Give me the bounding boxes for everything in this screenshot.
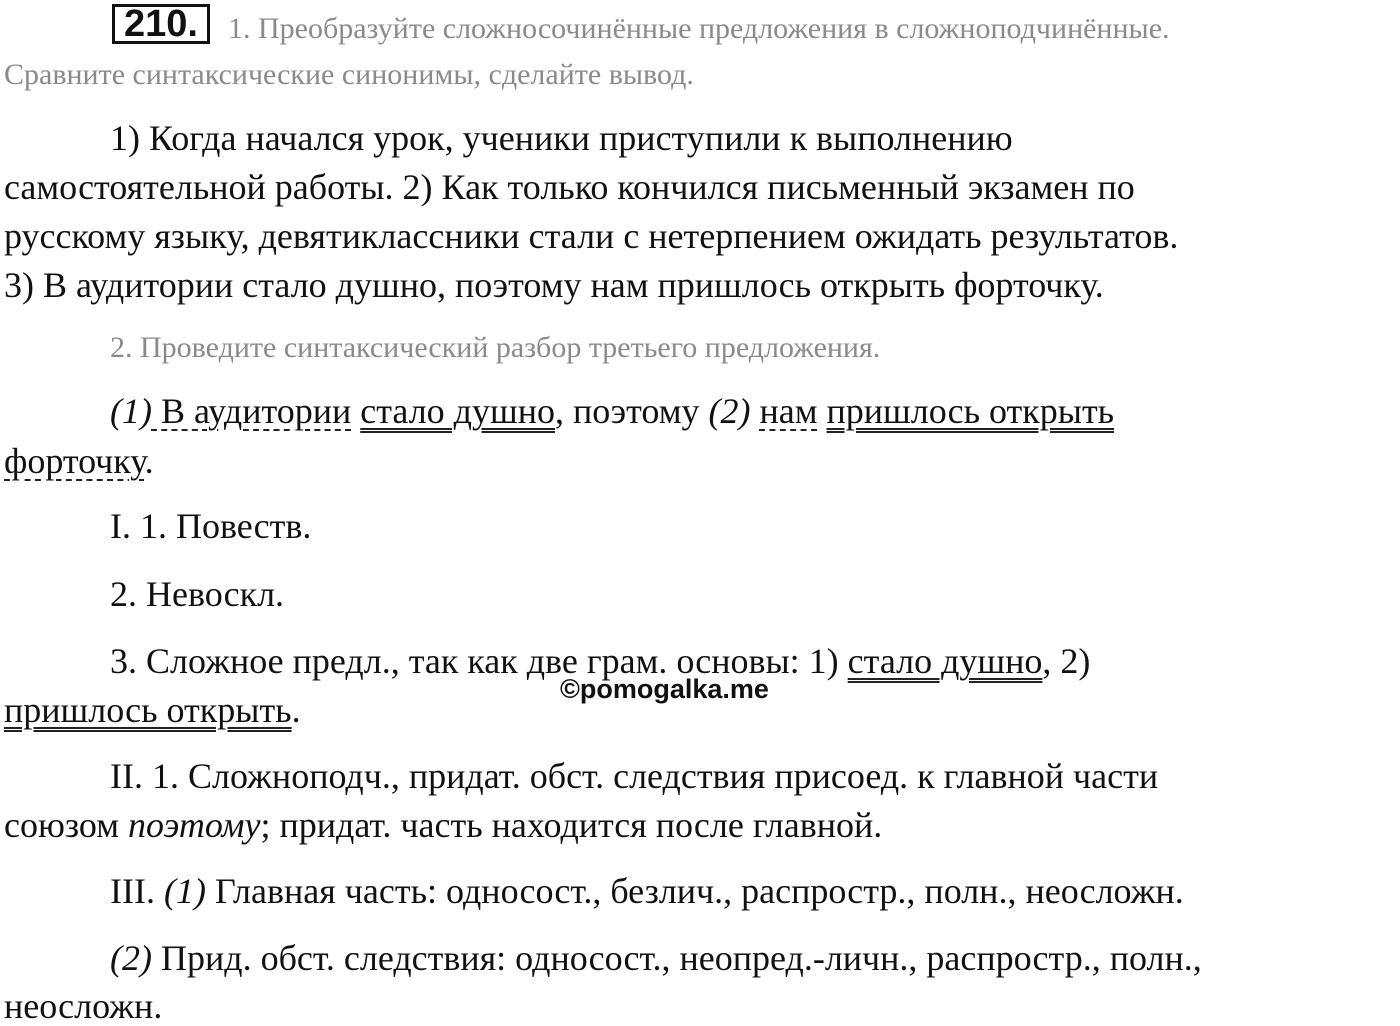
predicate-2: пришлось открыть — [826, 391, 1115, 431]
addressee-word: нам — [759, 391, 818, 431]
analysis-i-3-line-2 — [4, 692, 301, 728]
answer-line-2: самостоятельной работы. 2) Как только кончился письменный экзамен по — [4, 167, 1135, 207]
predicate-1: стало душно — [360, 391, 555, 431]
analysis-ii-text-2: ; придат. часть находится после главной. — [260, 805, 883, 845]
object-word: форточку — [4, 441, 145, 481]
analysis-ii-line-1: II. 1. Сложноподч., придат. обст. следствия присоед. к главной части — [110, 756, 1159, 796]
analysis-i-3-sep: , 2) — [1042, 641, 1091, 681]
task-1-line-2: Сравните синтаксические синонимы, сделайте вывод. — [4, 58, 694, 91]
analysis-iii-label: III. — [110, 871, 164, 911]
grammar-base-2: пришлось открыть — [4, 690, 292, 730]
analysis-iv-text: Прид. обст. следствия: односост., неопред.-личн., распростр., полн., — [151, 938, 1202, 978]
part-marker-1: (1) — [110, 391, 152, 431]
part-marker-2: (2) — [708, 391, 751, 431]
task-1-line-1: 1. Преобразуйте сложносочинённые предложения в сложноподчинённые. — [228, 12, 1170, 45]
conjunction-text: , поэтому — [554, 391, 709, 431]
conjunction-word: поэтому — [127, 805, 261, 845]
analysis-iii-marker: (1) — [163, 871, 206, 911]
parse-line-1 — [110, 393, 1114, 429]
analysis-iii — [110, 873, 1184, 909]
analysis-i-2: 2. Невоскл. — [110, 574, 285, 614]
watermark: ©pomogalka.me — [560, 674, 769, 704]
circumstance-phrase: В аудитории — [151, 391, 352, 431]
analysis-i-3-end: . — [291, 690, 301, 730]
answer-line-4: 3) В аудитории стало душно, поэтому нам пришлось открыть форточку. — [4, 265, 1104, 305]
analysis-i-1: I. 1. Повеств. — [110, 506, 312, 546]
grammar-base-1: стало душно — [847, 641, 1043, 681]
exercise-number: 210. — [112, 4, 210, 44]
task-2: 2. Проведите синтаксический разбор третьего предложения. — [110, 331, 881, 364]
analysis-i-3-text: 3. Сложное предл., так как две грам. основы: 1) — [110, 641, 848, 681]
parse-line-2 — [4, 443, 154, 479]
analysis-iv-line-1 — [110, 940, 1202, 976]
parse-end: . — [144, 441, 154, 481]
analysis-iii-text: Главная часть: односост., безлич., распростр., полн., неосложн. — [205, 871, 1184, 911]
answer-line-3: русскому языку, девятиклассники стали с нетерпением ожидать результатов. — [4, 216, 1179, 256]
analysis-iv-line-2: неосложн. — [4, 986, 163, 1026]
answer-line-1: 1) Когда начался урок, ученики приступили к выполнению — [110, 118, 1013, 158]
analysis-iv-marker: (2) — [110, 938, 152, 978]
analysis-ii-line-2 — [4, 807, 882, 843]
analysis-ii-text-1: союзом — [4, 805, 128, 845]
